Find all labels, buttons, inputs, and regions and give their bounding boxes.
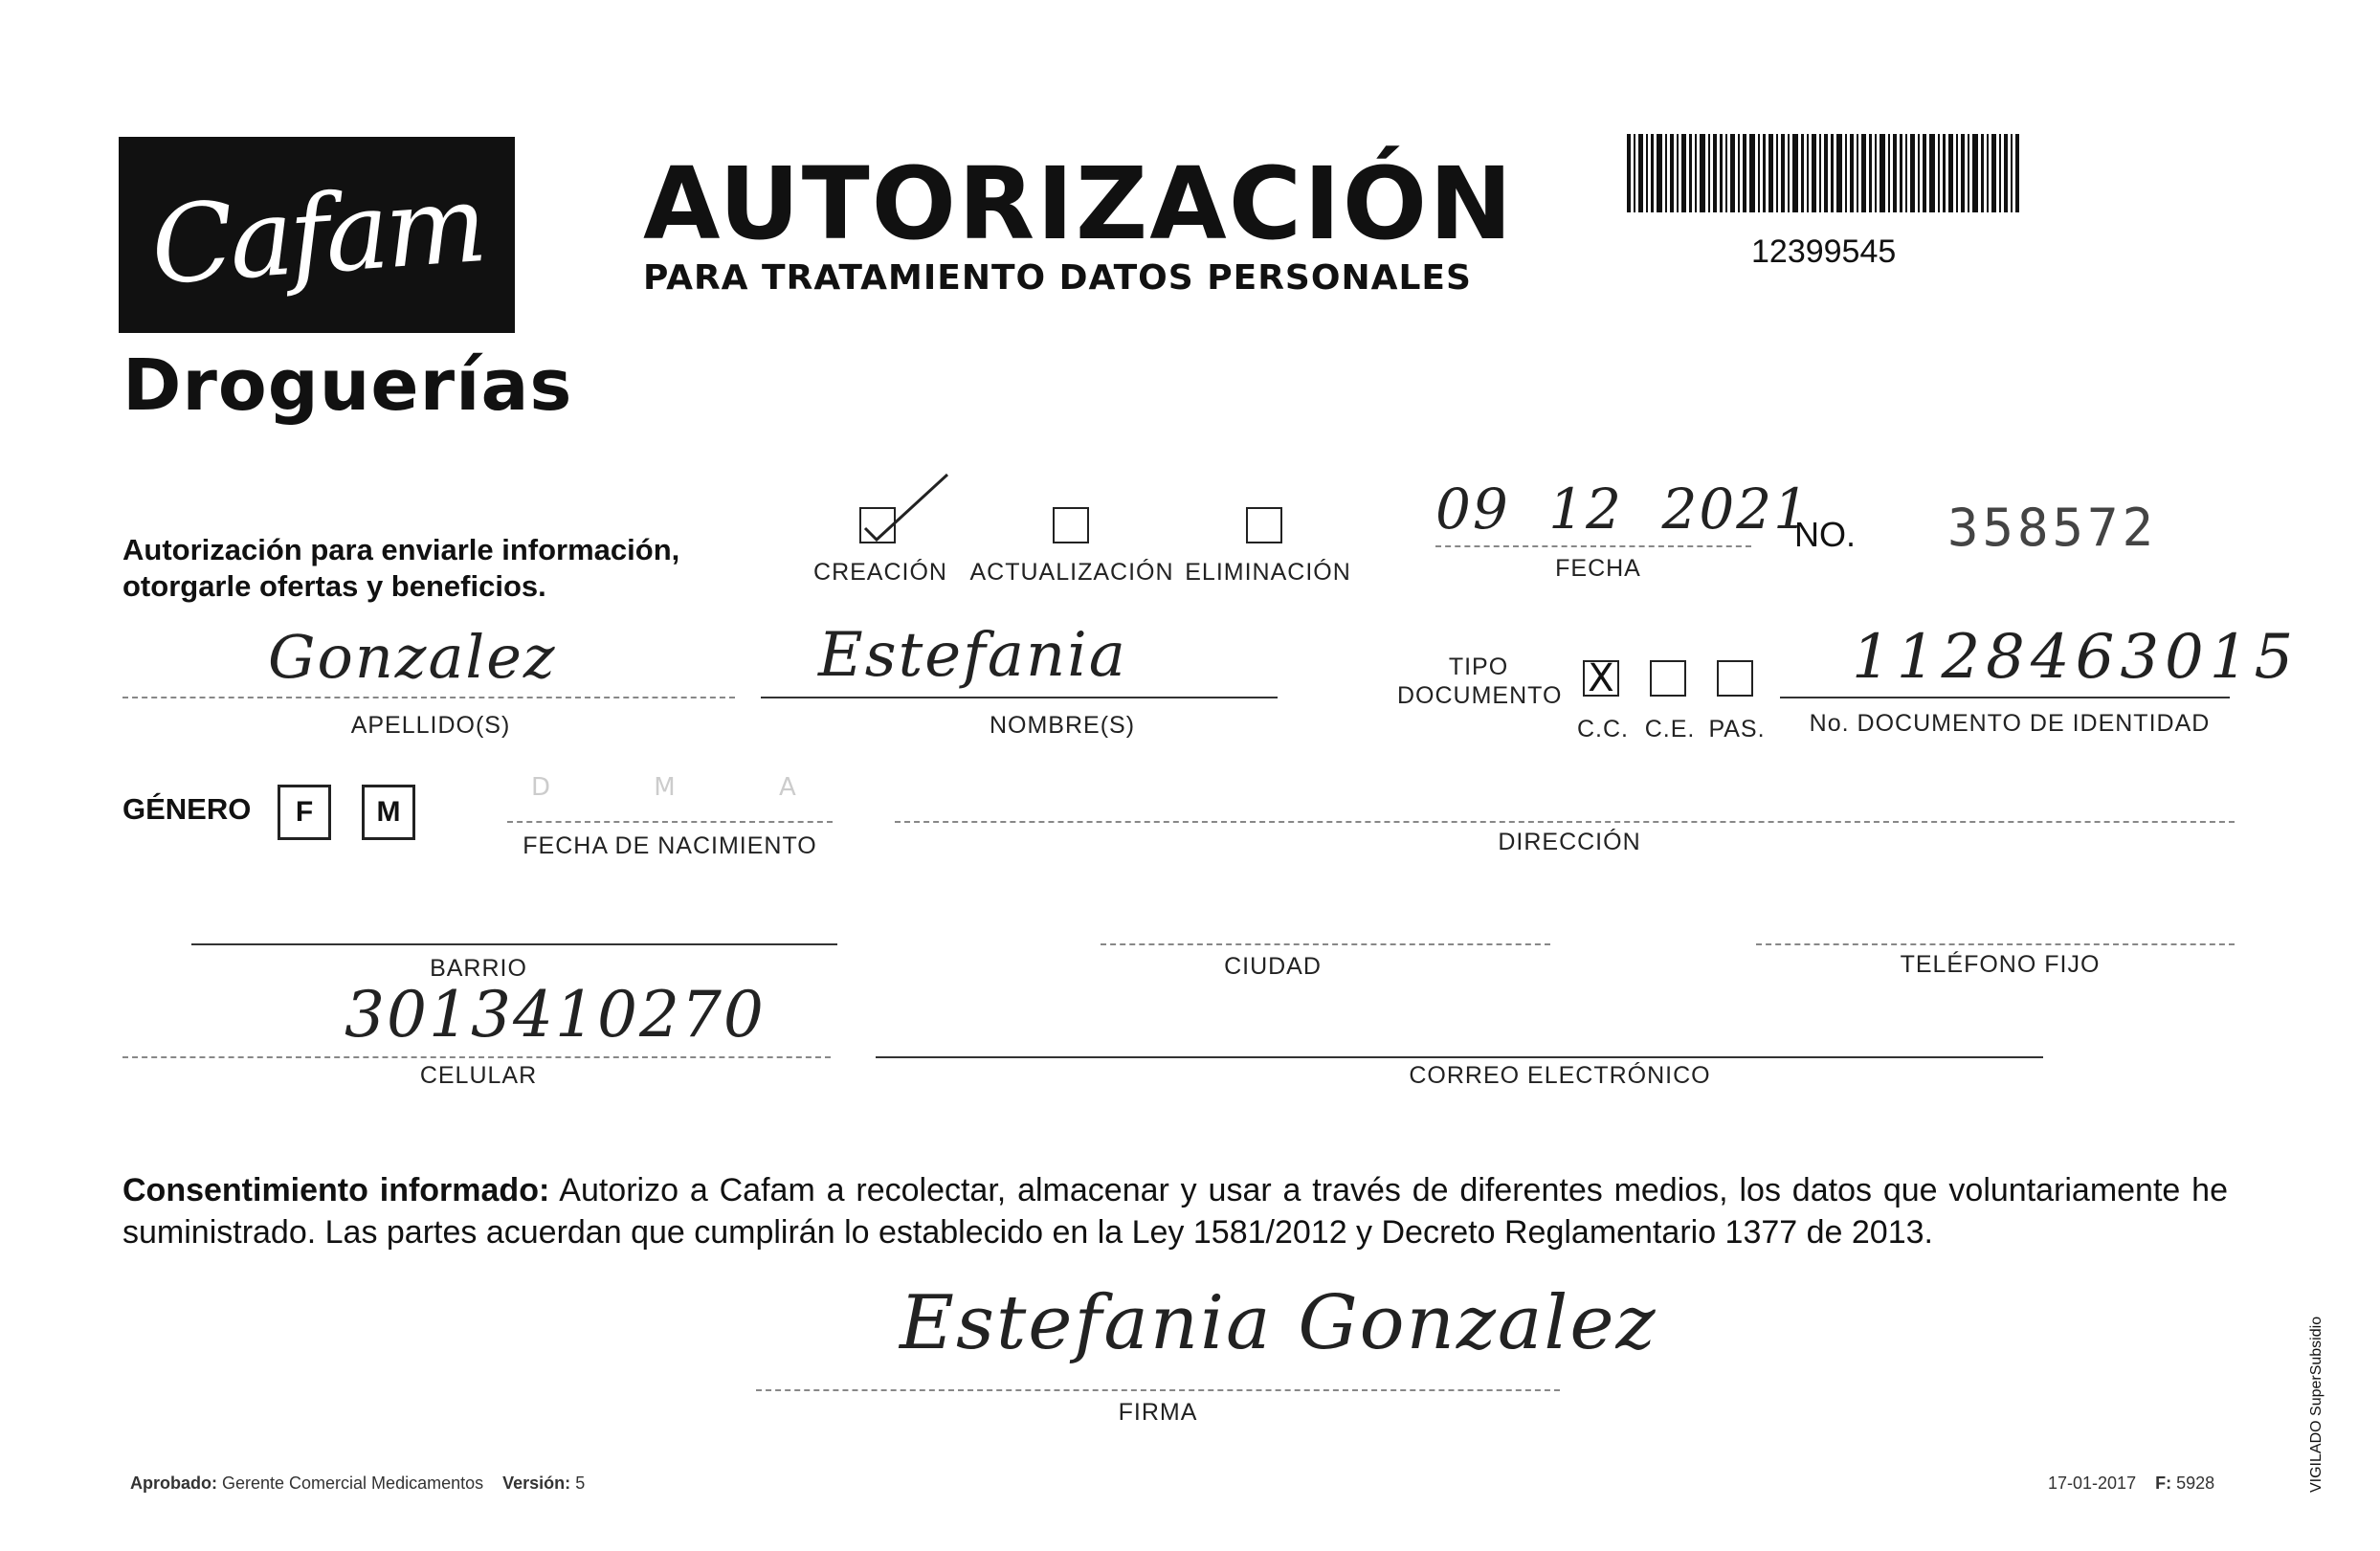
direccion-field[interactable] [895, 821, 2235, 823]
cafam-logo [119, 137, 515, 333]
documento-value[interactable]: 1128463015 [1852, 622, 2300, 693]
telefono-fijo-label: TELÉFONO FIJO [1900, 951, 2101, 978]
direccion-label: DIRECCIÓN [1498, 829, 1641, 855]
side-note: VIGILADO SuperSubsidio [2308, 1316, 2324, 1493]
barcode-icon [1627, 134, 2019, 212]
footer-approval [130, 1473, 585, 1494]
actualizacion-checkbox[interactable] [1053, 507, 1089, 543]
footer-date: 17-01-2017 [2048, 1473, 2137, 1493]
version-label: Versión: [502, 1473, 571, 1493]
aprobado-label: Aprobado: [130, 1473, 217, 1493]
apellidos-label: APELLIDO(S) [350, 712, 511, 739]
consent-paragraph [122, 1169, 2228, 1253]
cc-checkbox[interactable] [1583, 656, 1619, 700]
fecha-nacimiento-line[interactable] [507, 821, 833, 823]
telefono-fijo-field[interactable] [1756, 943, 2235, 945]
intro-line-2: otorgarle ofertas y beneficios. [122, 569, 546, 603]
genero-f-label: F [295, 796, 314, 828]
correo-field[interactable] [876, 1056, 2043, 1058]
aprobado-value: Gerente Comercial Medicamentos [222, 1473, 484, 1493]
logo-brand: Cafam [146, 161, 487, 309]
pas-checkbox[interactable] [1717, 660, 1753, 697]
apellidos-line [122, 697, 735, 698]
eliminacion-checkbox[interactable] [1246, 507, 1282, 543]
celular-value[interactable]: 3013410270 [345, 978, 766, 1052]
creacion-checkbox[interactable] [859, 507, 896, 543]
documento-line [1780, 697, 2230, 698]
nombres-line [761, 697, 1278, 698]
tipo-documento-label-1: TIPO [1448, 654, 1509, 680]
genero-m-label: M [376, 796, 401, 828]
intro-line-1: Autorización para enviarle información, [122, 533, 680, 566]
intro-text [122, 532, 679, 605]
ce-label: C.E. [1644, 716, 1696, 742]
ciudad-field[interactable] [1101, 943, 1550, 945]
fecha-nacimiento-label: FECHA DE NACIMIENTO [523, 832, 817, 859]
check-mark-icon [859, 471, 955, 547]
firma-label: FIRMA [1118, 1399, 1198, 1426]
cc-mark: X [1588, 656, 1614, 700]
nombres-value[interactable]: Estefania [818, 620, 1127, 691]
cc-label: C.C. [1577, 716, 1629, 742]
form-code-value: 5928 [2176, 1473, 2215, 1493]
correo-label: CORREO ELECTRÓNICO [1409, 1062, 1711, 1089]
footer-meta [2048, 1473, 2214, 1494]
tipo-documento-label [1397, 653, 1563, 710]
fecha-label: FECHA [1555, 555, 1641, 582]
genero-m-checkbox[interactable] [362, 785, 415, 840]
celular-line [122, 1056, 831, 1058]
actualizacion-label: ACTUALIZACIÓN [969, 559, 1174, 586]
firma-value[interactable]: Estefania Gonzalez [900, 1280, 1657, 1366]
tipo-documento-label-2: DOCUMENTO [1397, 682, 1563, 709]
consent-heading: Consentimiento informado: [122, 1172, 550, 1208]
barrio-field[interactable] [191, 943, 837, 945]
form-code-label: F: [2155, 1473, 2172, 1493]
consent-text: Autorizo a Cafam a recolectar, almacenar y usar a través de diferentes medios, los datos que voluntariamente he suministrado. Las partes acuerdan que cumplirán lo establecido en la Ley 1581/2012 y Decreto Reglamentario 1377 de 2013. [122, 1172, 2228, 1251]
fecha-value[interactable]: 09 12 2021 [1435, 476, 1812, 542]
pas-label: PAS. [1708, 716, 1766, 742]
barcode-number: 12399545 [1751, 233, 1897, 270]
genero-f-checkbox[interactable] [278, 785, 331, 840]
numero-value: 358572 [1947, 498, 2158, 558]
creacion-label: CREACIÓN [813, 559, 947, 586]
firma-line [756, 1389, 1560, 1391]
fecha-line [1435, 545, 1751, 547]
ce-checkbox[interactable] [1650, 660, 1686, 697]
version-value: 5 [575, 1473, 586, 1493]
documento-label: No. DOCUMENTO DE IDENTIDAD [1809, 710, 2211, 737]
logo-subtitle: Droguerías [122, 344, 573, 427]
barrio-label: BARRIO [430, 955, 527, 982]
form-title: AUTORIZACIÓN [643, 145, 1515, 262]
form-subtitle: PARA TRATAMIENTO DATOS PERSONALES [643, 258, 1472, 298]
nombres-label: NOMBRE(S) [989, 712, 1136, 739]
ciudad-label: CIUDAD [1224, 953, 1322, 980]
numero-label: NO. [1794, 515, 1857, 554]
fecha-nacimiento-placeholder: D M A [531, 773, 844, 802]
celular-label: CELULAR [419, 1062, 538, 1089]
genero-label: GÉNERO [122, 792, 252, 826]
apellidos-value[interactable]: Gonzalez [268, 622, 557, 692]
eliminacion-label: ELIMINACIÓN [1185, 559, 1351, 586]
